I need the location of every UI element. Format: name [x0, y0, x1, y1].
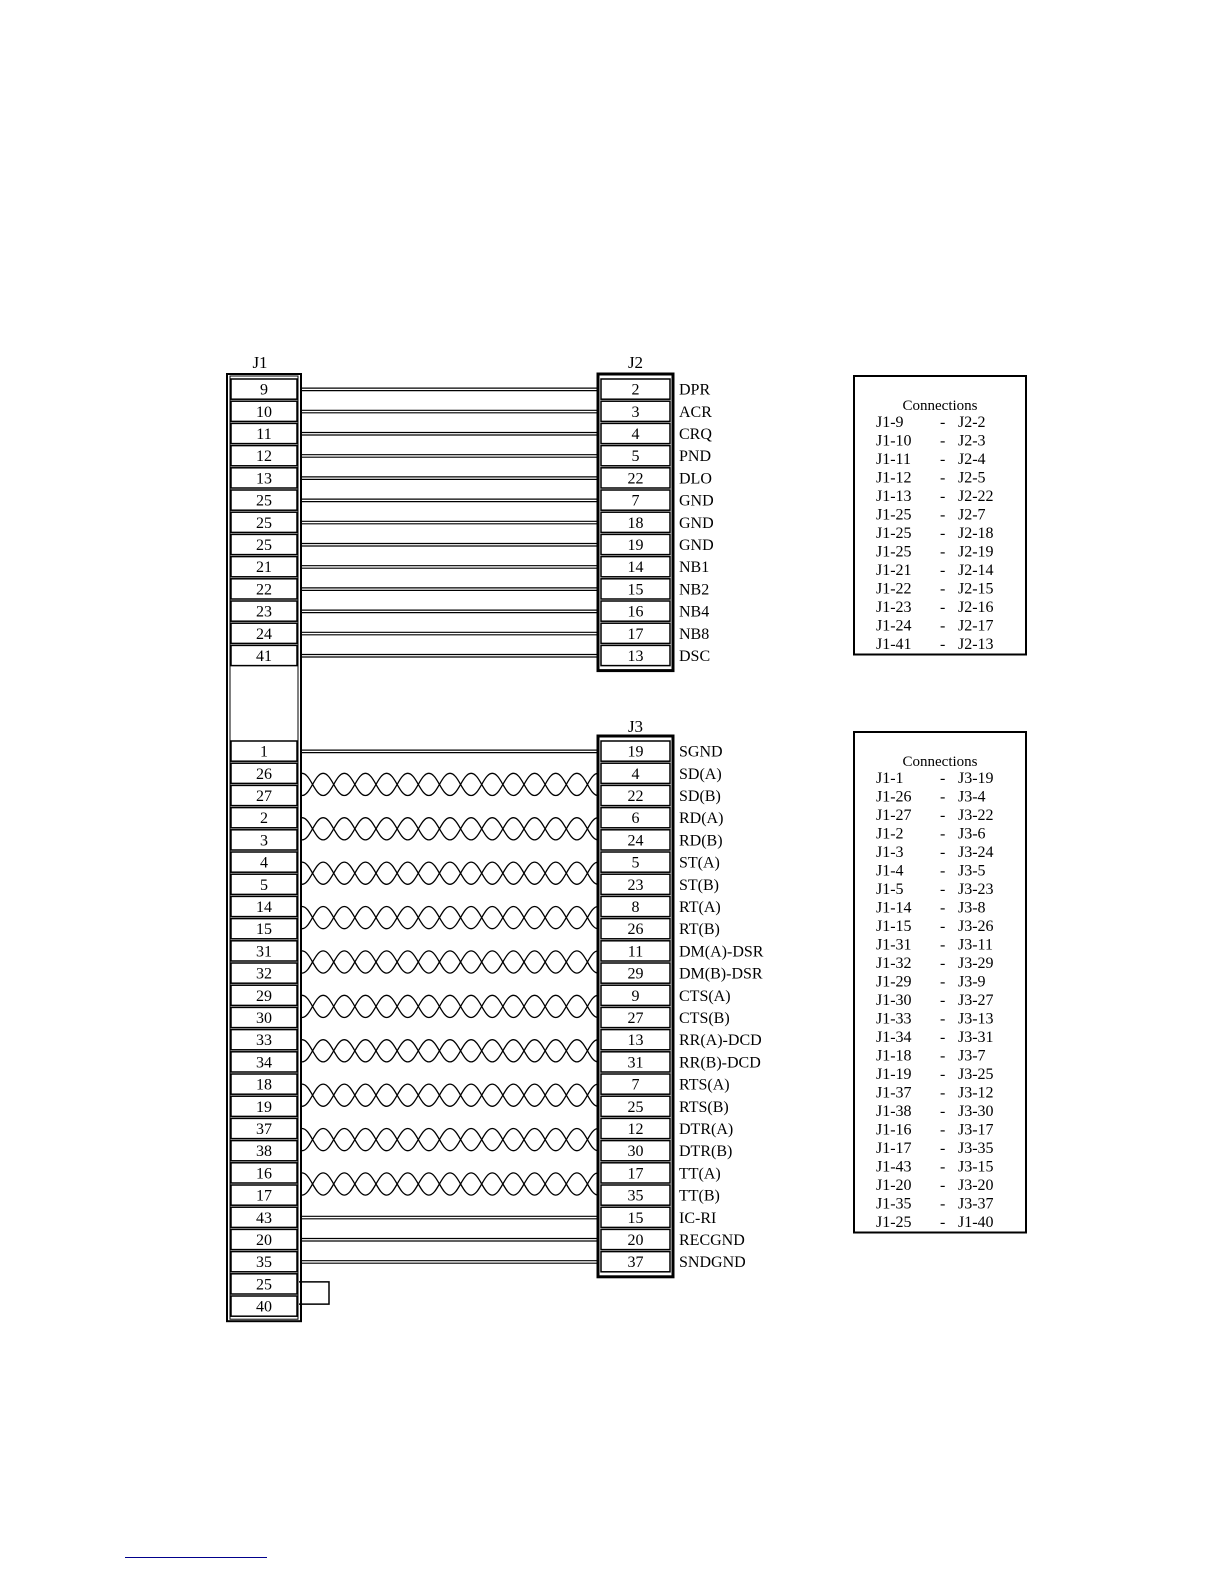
wires: [299, 388, 598, 1304]
connections-j2-from: J1-22: [876, 580, 912, 598]
j3-pin-number: 8: [631, 899, 640, 916]
j2-pin-number: 22: [627, 470, 644, 488]
signal-label: DTR(A): [679, 1121, 734, 1138]
signal-label: SNDGND: [679, 1254, 746, 1272]
connections-j2-dash: -: [940, 636, 946, 653]
j1-pin-number: 9: [260, 381, 268, 399]
connections-j3-to: J3-26: [958, 918, 994, 935]
j1-pin-number: 10: [256, 403, 272, 421]
connections-j2-to: J2-7: [958, 506, 986, 524]
connections-j2-to: J2-18: [958, 525, 994, 542]
connections-j2-to: J2-13: [958, 636, 994, 653]
signal-label: DM(B)-DSR: [679, 965, 763, 983]
j1-pin-number: 11: [256, 426, 272, 443]
j2-pin-number: 19: [627, 537, 644, 554]
connections-j3-to: J3-22: [958, 807, 994, 824]
connections-j3-from: J1-5: [876, 881, 904, 898]
connections-j2-from: J1-10: [876, 432, 912, 450]
connections-j3-dash: -: [940, 1195, 946, 1213]
connections-j3-dash: -: [940, 1029, 946, 1046]
connections-j3-to: J3-19: [958, 770, 994, 787]
j3-twisted-pair-a: [302, 1129, 598, 1151]
connections-j3-dash: -: [940, 973, 946, 991]
signal-label: CRQ: [679, 426, 712, 443]
connections-j3-from: J1-33: [876, 1010, 912, 1028]
j3-label: J3: [627, 717, 644, 736]
connections-j3-dash: -: [940, 770, 946, 787]
signal-label: RECGND: [679, 1232, 745, 1249]
signal-label: NB4: [679, 603, 710, 621]
signal-label: RD(A): [679, 810, 724, 828]
connections-j3-dash: -: [940, 1214, 946, 1231]
j2-pin-number: 13: [627, 648, 644, 665]
j2-label: J2: [627, 353, 644, 372]
connections-j2-from: J1-12: [876, 469, 912, 487]
connections-j2-dash: -: [940, 617, 946, 635]
connections-j2-from: J1-25: [876, 506, 912, 524]
connections-j3-from: J1-31: [876, 936, 912, 954]
j1-pin-number: 14: [256, 899, 272, 916]
connections-j2-dash: -: [940, 543, 946, 561]
j1-pin-number: 1: [260, 743, 268, 761]
j3-twisted-pair-b: [302, 1084, 598, 1106]
connections-j3-to: J1-40: [958, 1214, 994, 1231]
connections-j3-to: J3-13: [958, 1010, 994, 1028]
j3-twisted-pair-a: [302, 773, 598, 795]
j3-pin-number: 35: [627, 1187, 644, 1205]
connections-j2-from: J1-21: [876, 562, 912, 579]
connections-j3-from: J1-37: [876, 1084, 912, 1102]
connections-j3-to: J3-25: [958, 1066, 994, 1083]
connections-j2-dash: -: [940, 451, 946, 468]
j3-twisted-pair-b: [302, 1040, 598, 1062]
connections-j3-to: J3-9: [958, 973, 986, 991]
connections-j2-dash: -: [940, 599, 946, 616]
connections-j3-to: J3-29: [958, 955, 994, 972]
j3-pin-number: 19: [627, 743, 644, 761]
connections-j3-from: J1-35: [876, 1195, 912, 1213]
j3-twisted-pair-a: [302, 818, 598, 840]
connections-j3-from: J1-14: [876, 899, 912, 917]
connections-j3-from: J1-30: [876, 992, 912, 1009]
j2-pin-number: 2: [631, 381, 640, 399]
connections-j3-to: J3-17: [958, 1121, 994, 1139]
connections-j2-from: J1-23: [876, 599, 912, 616]
j3-twisted-pair-a: [302, 1084, 598, 1106]
connections-j3-from: J1-26: [876, 788, 912, 806]
j1-pin-number: 4: [260, 854, 268, 872]
labels: [252, 353, 763, 1316]
j3-pin-number: 11: [627, 943, 644, 961]
connections-j2-dash: -: [940, 580, 946, 598]
connections-j3-from: J1-1: [876, 770, 904, 787]
connections-j3-to: J3-30: [958, 1103, 994, 1120]
connections-j3-from: J1-18: [876, 1047, 912, 1065]
j2-pin-number: 4: [631, 426, 640, 443]
j1-pin-number: 38: [256, 1143, 272, 1161]
j2-pin-number: 14: [627, 559, 644, 577]
j2-pin-number: 16: [627, 603, 644, 621]
j1-pin-number: 25: [256, 514, 272, 532]
j2-pin-number: 3: [631, 403, 640, 421]
j3-twisted-pair-b: [302, 907, 598, 929]
connections-j3-dash: -: [940, 881, 946, 898]
j1-pin-number: 15: [256, 921, 272, 939]
connections-j2-to: J2-22: [958, 488, 994, 505]
connections-j3-to: J3-35: [958, 1140, 994, 1157]
signal-label: CTS(A): [679, 987, 731, 1005]
j1-pin-number: 35: [256, 1254, 272, 1272]
loopback-jumper: [299, 1282, 329, 1304]
signal-label: GND: [679, 514, 714, 532]
signal-label: NB8: [679, 625, 710, 643]
j2-pin-number: 7: [631, 492, 640, 510]
j3-twisted-pair-a: [302, 995, 598, 1017]
j1-pin-number: 32: [256, 965, 272, 983]
connections-j3-to: J3-37: [958, 1195, 994, 1213]
j1-pin-number: 34: [256, 1054, 272, 1072]
j2-pin-number: 5: [631, 448, 640, 466]
j1-pin-number: 26: [256, 765, 272, 783]
j3-pin-number: 24: [627, 832, 644, 850]
connections-j3-dash: -: [940, 1103, 946, 1120]
connections-j2-to: J2-14: [958, 562, 994, 579]
connections-j3-to: J3-8: [958, 899, 986, 917]
connections-j2-dash: -: [940, 488, 946, 505]
j1-pin-number: 37: [256, 1121, 272, 1138]
j3-pin-number: 12: [627, 1121, 644, 1138]
j3-twisted-pair-b: [302, 818, 598, 840]
connections-j2-to: J2-3: [958, 432, 986, 450]
j2-pin-number: 15: [627, 581, 644, 599]
signal-label: DTR(B): [679, 1143, 733, 1161]
j3-twisted-pair-b: [302, 1173, 598, 1195]
j3-twisted-pair-b: [302, 773, 598, 795]
j1-pin-number: 20: [256, 1232, 272, 1249]
connections-j2-dash: -: [940, 432, 946, 450]
j3-pin-number: 23: [627, 876, 644, 894]
connections-j3-dash: -: [940, 1177, 946, 1194]
connections-j3-from: J1-38: [876, 1103, 912, 1120]
signal-label: RT(A): [679, 899, 721, 916]
connections-j2-to: J2-15: [958, 580, 994, 598]
j3-pin-number: 30: [627, 1143, 644, 1161]
connections-j2-dash: -: [940, 562, 946, 579]
connections-j3-from: J1-16: [876, 1121, 912, 1139]
connections-j3-to: J3-24: [958, 844, 994, 861]
connections-j3-from: J1-19: [876, 1066, 912, 1083]
j1-pin-number: 29: [256, 987, 272, 1005]
connections-j3-to: J3-12: [958, 1084, 994, 1102]
connections-j3-to: J3-31: [958, 1029, 994, 1046]
j1-label: J1: [252, 353, 268, 372]
connections-j2-to: J2-5: [958, 469, 986, 487]
j1-pin-number: 18: [256, 1076, 272, 1094]
j3-pin-number: 9: [631, 987, 640, 1005]
j1-pin-number: 41: [256, 648, 272, 665]
connections-j3-dash: -: [940, 1140, 946, 1157]
connections-j2-dash: -: [940, 414, 946, 431]
j3-pin-number: 27: [627, 1010, 644, 1027]
j3-pin-number: 13: [627, 1032, 644, 1050]
j3-pin-number: 6: [631, 810, 640, 828]
j1-pin-number: 25: [256, 492, 272, 510]
connections-j2-dash: -: [940, 525, 946, 542]
j3-twisted-pair-a: [302, 907, 598, 929]
connections-j2-from: J1-11: [876, 451, 911, 468]
connections-j3-dash: -: [940, 992, 946, 1009]
j1-pin-number: 33: [256, 1032, 272, 1050]
connections-j3-from: J1-32: [876, 955, 912, 972]
connections-j3-dash: -: [940, 825, 946, 843]
connections-j3-to: J3-23: [958, 881, 994, 898]
signal-label: ST(A): [679, 854, 720, 872]
j1-pin-number: 25: [256, 537, 272, 554]
connections-j3-from: J1-34: [876, 1029, 912, 1046]
connections-j2-to: J2-4: [958, 451, 986, 468]
j1-pin-number: 21: [256, 559, 272, 577]
j1-pin-number: 22: [256, 581, 272, 599]
footnote-rule: [125, 1557, 267, 1558]
connections-j2-from: J1-41: [876, 636, 912, 653]
j2-pin-number: 18: [627, 514, 644, 532]
connections-j3-dash: -: [940, 936, 946, 954]
j1-pin-number: 19: [256, 1098, 272, 1116]
j3-pin-number: 15: [627, 1209, 644, 1227]
j1-pin-number: 13: [256, 470, 272, 488]
connections-j3-to: J3-11: [958, 936, 993, 954]
connections-j3-dash: -: [940, 862, 946, 880]
connections-j2-dash: -: [940, 469, 946, 487]
j1-pin-number: 5: [260, 876, 268, 894]
connections-j3-dash: -: [940, 1121, 946, 1139]
signal-label: RD(B): [679, 832, 723, 850]
signal-label: SD(A): [679, 765, 722, 783]
connections-j3-dash: -: [940, 1047, 946, 1065]
connections-j2-from: J1-24: [876, 617, 912, 635]
j1-pin-number: 27: [256, 788, 272, 805]
signal-label: NB2: [679, 581, 710, 599]
connections-j3-dash: -: [940, 844, 946, 861]
connections-j3-to: J3-5: [958, 862, 986, 880]
connections-j3-from: J1-4: [876, 862, 904, 880]
j1-pin-number: 43: [256, 1209, 272, 1227]
connections-j3-to: J3-6: [958, 825, 986, 843]
signal-label: GND: [679, 492, 714, 510]
connections-j2-to: J2-2: [958, 414, 986, 431]
connections-j2-dash: -: [940, 506, 946, 524]
j3-twisted-pair-b: [302, 995, 598, 1017]
connections-j3-from: J1-43: [876, 1158, 912, 1176]
connections-j3-from: J1-3: [876, 844, 904, 861]
j1-pin-number: 2: [260, 810, 268, 828]
connections-j2-from: J1-13: [876, 488, 912, 505]
j3-twisted-pair-a: [302, 951, 598, 973]
connections-j3-dash: -: [940, 1066, 946, 1083]
j3-twisted-pair-b: [302, 951, 598, 973]
signal-label: DM(A)-DSR: [679, 943, 764, 961]
signal-label: RR(A)-DCD: [679, 1032, 762, 1050]
signal-label: CTS(B): [679, 1010, 730, 1027]
connections-j3-to: J3-7: [958, 1047, 986, 1065]
connections-j3-from: J1-17: [876, 1140, 912, 1157]
connections-j3-dash: -: [940, 1158, 946, 1176]
j1-pin-number: 12: [256, 448, 272, 466]
connections-j3-title: Connections: [902, 754, 978, 770]
signal-label: GND: [679, 537, 714, 554]
signal-label: RT(B): [679, 921, 720, 939]
connections-j3-from: J1-2: [876, 825, 904, 843]
signal-label: DLO: [679, 470, 712, 488]
j1-pin-number: 25: [256, 1276, 272, 1294]
signal-label: RR(B)-DCD: [679, 1054, 761, 1072]
j3-pin-number: 22: [627, 788, 644, 805]
connections-j3-dash: -: [940, 955, 946, 972]
connections-j2-from: J1-9: [876, 414, 904, 431]
connections-j3-dash: -: [940, 788, 946, 806]
connections-j3-to: J3-20: [958, 1177, 994, 1194]
connections-j3-dash: -: [940, 899, 946, 917]
j3-pin-number: 7: [631, 1076, 640, 1094]
signal-label: IC-RI: [679, 1209, 717, 1227]
connections-j3-to: J3-4: [958, 788, 986, 806]
connections-j2-to: J2-17: [958, 617, 994, 635]
j1-pin-number: 23: [256, 603, 272, 621]
signal-label: DPR: [679, 381, 711, 399]
j1-pin-number: 16: [256, 1165, 272, 1183]
j3-pin-number: 20: [627, 1232, 644, 1249]
j3-pin-number: 37: [627, 1254, 644, 1272]
j3-twisted-pair-a: [302, 1173, 598, 1195]
j3-twisted-pair-a: [302, 862, 598, 884]
connection-legends: [854, 376, 1026, 1233]
connections-j2-title: Connections: [902, 398, 978, 414]
signal-label: RTS(A): [679, 1076, 730, 1094]
connections-j2-to: J2-16: [958, 599, 994, 616]
connections-j2-from: J1-25: [876, 543, 912, 561]
j1-pin-number: 24: [256, 625, 272, 643]
connections-j3-from: J1-15: [876, 918, 912, 935]
connector-bodies: [227, 374, 673, 1321]
connections-j3-from: J1-25: [876, 1214, 912, 1231]
connections-j3-to: J3-15: [958, 1158, 994, 1176]
j3-twisted-pair-b: [302, 862, 598, 884]
signal-label: ACR: [679, 403, 712, 421]
j1-pin-number: 30: [256, 1010, 272, 1027]
connections-j3-dash: -: [940, 807, 946, 824]
j3-pin-number: 31: [627, 1054, 644, 1072]
j1-pin-number: 3: [260, 832, 268, 850]
j3-pin-number: 17: [627, 1165, 644, 1183]
signal-label: SGND: [679, 743, 723, 761]
signal-label: PND: [679, 448, 712, 466]
signal-label: TT(A): [679, 1165, 721, 1183]
j2-pin-number: 17: [627, 625, 644, 643]
connections-j3-dash: -: [940, 1010, 946, 1028]
j1-pin-number: 40: [256, 1298, 272, 1316]
signal-label: NB1: [679, 559, 710, 577]
j3-pin-number: 26: [627, 921, 644, 939]
signal-label: TT(B): [679, 1187, 720, 1205]
connections-j2-from: J1-25: [876, 525, 912, 542]
connections-j3-dash: -: [940, 918, 946, 935]
j1-pin-number: 31: [256, 943, 272, 961]
connections-j3-from: J1-27: [876, 807, 912, 824]
j3-pin-number: 25: [627, 1098, 644, 1116]
connections-j3-from: J1-29: [876, 973, 912, 991]
signal-label: SD(B): [679, 788, 721, 805]
signal-label: DSC: [679, 648, 711, 665]
connections-j2-to: J2-19: [958, 543, 994, 561]
j3-twisted-pair-b: [302, 1129, 598, 1151]
connections-j3-to: J3-27: [958, 992, 994, 1009]
connections-j3-dash: -: [940, 1084, 946, 1102]
signal-label: RTS(B): [679, 1098, 729, 1116]
connections-j3-from: J1-20: [876, 1177, 912, 1194]
signal-label: ST(B): [679, 876, 719, 894]
j3-pin-number: 4: [631, 765, 640, 783]
j3-pin-number: 29: [627, 965, 644, 983]
j3-pin-number: 5: [631, 854, 640, 872]
j3-twisted-pair-a: [302, 1040, 598, 1062]
j1-pin-number: 17: [256, 1187, 272, 1205]
